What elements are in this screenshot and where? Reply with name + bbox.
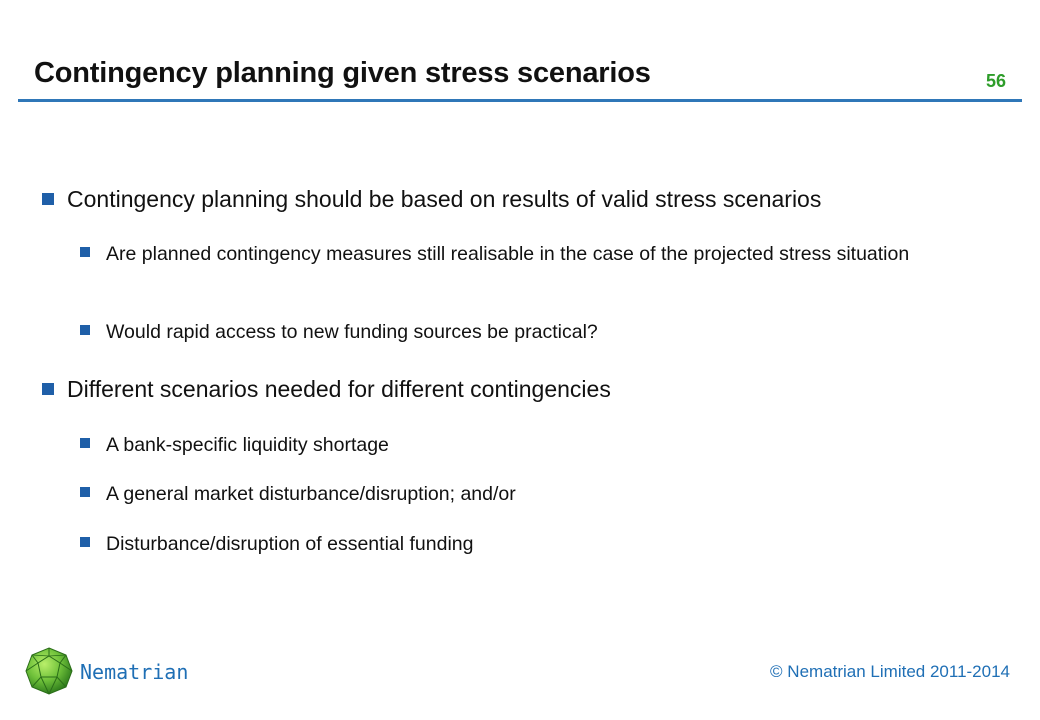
footer-copyright: © Nematrian Limited 2011-2014: [770, 662, 1010, 681]
bullet-square-icon: [80, 537, 90, 547]
sub-bullet-text: Disturbance/disruption of essential funding: [106, 533, 474, 555]
title-divider: [18, 99, 1022, 102]
sub-bullet-item: [80, 431, 950, 459]
bullet-item: [42, 375, 962, 403]
page-number: 56: [985, 71, 1006, 91]
bullet-square-icon: [42, 193, 54, 205]
sub-bullet-text: Would rapid access to new funding sources be practical?: [106, 321, 598, 343]
sub-bullet-text: A general market disturbance/disruption; and/or: [106, 483, 516, 505]
bullet-square-icon: [42, 383, 54, 395]
footer-brand-name: Nematrian: [80, 660, 189, 684]
bullet-square-icon: [80, 325, 90, 335]
sub-bullet-item: [80, 318, 950, 346]
bullet-text: Contingency planning should be based on results of valid stress scenarios: [67, 186, 822, 212]
bullet-square-icon: [80, 247, 90, 257]
nematrian-logo-icon: [24, 646, 74, 696]
slide-title: Contingency planning given stress scenarios: [34, 57, 651, 89]
sub-bullet-text: Are planned contingency measures still realisable in the case of the projected stress situation: [106, 243, 910, 265]
sub-bullet-item: [80, 480, 950, 508]
sub-bullet-item: [80, 530, 950, 558]
bullet-square-icon: [80, 438, 90, 448]
bullet-square-icon: [80, 487, 90, 497]
bullet-item: [42, 185, 962, 213]
sub-bullet-item: [80, 240, 950, 268]
bullet-text: Different scenarios needed for different contingencies: [67, 376, 611, 402]
sub-bullet-text: A bank-specific liquidity shortage: [106, 434, 389, 456]
